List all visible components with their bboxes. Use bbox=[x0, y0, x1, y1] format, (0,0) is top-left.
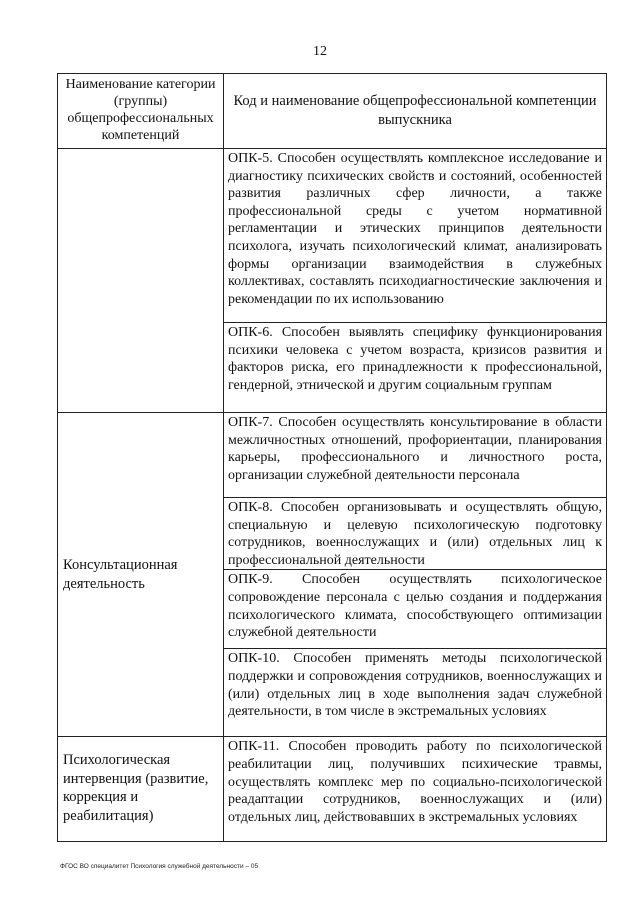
competency-cell bbox=[224, 149, 607, 323]
competency-cell bbox=[224, 413, 607, 498]
header-competency: Код и наименование общепрофессиональной компетенции выпускника bbox=[224, 74, 607, 149]
competency-code: ОПК-5. bbox=[228, 151, 273, 166]
competency-cell bbox=[224, 323, 607, 413]
competency-code: ОПК-11. bbox=[228, 739, 280, 755]
table-header-row bbox=[58, 74, 607, 149]
competency-code: ОПК-9. bbox=[228, 572, 273, 588]
competency-text: Способен применять методы психологической поддержки и сопровождения сотрудников, военнослужащих и (или) отдельных лиц в ходе выполнения задач служебной деятельности, в том числе в экстремальных условиях bbox=[228, 651, 602, 720]
competency-cell bbox=[224, 570, 607, 649]
competency-text: Способен выявлять специфику функционирования психики человека с учетом возраста, кризисов развития и факторов риска, его принадлежности к профессиональной, гендерной, этнической и другим социальным группам bbox=[228, 325, 603, 393]
competency-text: Способен организовывать и осуществлять общую, специальную и целевую психологическую подготовку сотрудников, военнослужащих и (или) отдельных лиц к профессиональной деятельности bbox=[228, 500, 603, 568]
table-row bbox=[58, 149, 607, 323]
category-cell: Психологическая интервенция (развитие, коррекция и реабилитация) bbox=[58, 737, 224, 842]
competency-code: ОПК-7. bbox=[228, 415, 273, 430]
competency-text: Способен осуществлять комплексное исследование и диагностику психических свойств и состояний, особенностей развития различных сфер личности, а также профессиональной среды с учетом нормативной регламентации и этических принципов деятельности психолога, изучать психологический климат, анализировать формы организации взаимодействия в служебных коллективах, составлять психодиагностические заключения и рекомендации по их использованию bbox=[228, 151, 602, 307]
competency-text: Способен осуществлять консультирование в области межличностных отношений, профориентации, планирования карьеры, профессионального и личностного роста, организации служебной деятельности персонала bbox=[228, 415, 602, 483]
competency-text: Способен осуществлять психологическое сопровождение персонала с целью создания и поддержания психологического климата, способствующего оптимизации служебной деятельности bbox=[228, 572, 602, 641]
competency-code: ОПК-8. bbox=[228, 500, 273, 515]
table-row bbox=[58, 413, 607, 498]
table-row bbox=[58, 737, 607, 842]
competency-text: Способен проводить работу по психологической реабилитации лиц, получивших психические травмы, осуществлять комплекс мер по социально-психологической реадаптации сотрудников, военнослужащих и (или) отдельных лиц, действовавших в экстремальных условиях bbox=[228, 739, 602, 825]
competency-code: ОПК-10. bbox=[228, 651, 280, 667]
header-category: Наименование категории (группы) общепрофессиональных компетенций bbox=[58, 74, 224, 149]
competency-cell bbox=[224, 737, 607, 842]
competency-cell bbox=[224, 498, 607, 570]
competency-cell bbox=[224, 649, 607, 737]
competency-table bbox=[57, 73, 607, 842]
page-number: 12 bbox=[313, 44, 327, 59]
footer-caption: ФГОС ВО специалитет Психология служебной деятельности – 05 bbox=[60, 863, 259, 870]
category-cell bbox=[58, 149, 224, 413]
competency-code: ОПК-6. bbox=[228, 325, 273, 340]
category-cell: Консультационная деятельность bbox=[58, 413, 224, 737]
